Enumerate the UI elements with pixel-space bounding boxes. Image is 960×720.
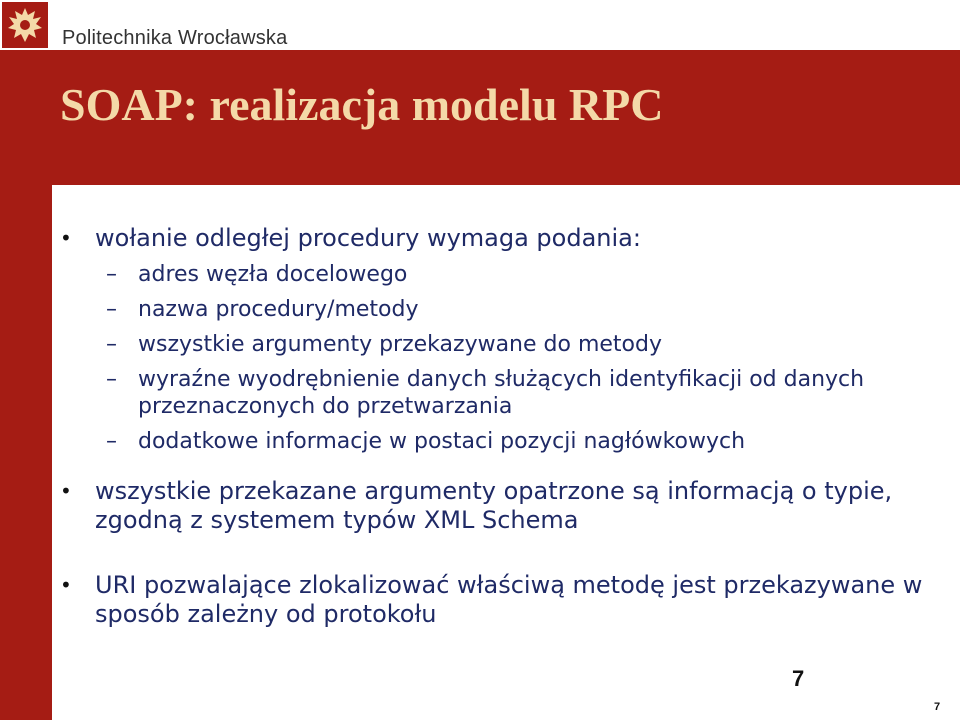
dash-mark: – [106,297,117,322]
slide-number: 7 [792,666,805,691]
sub-item-text: nazwa procedury/metody [138,297,419,322]
page-number: 7 [934,701,941,713]
header [0,0,960,50]
sub-item [60,428,940,455]
dash-mark: – [106,429,117,454]
eagle-crest-icon [2,2,48,48]
bullet-mark: • [60,573,72,597]
dash-mark: – [106,332,117,357]
bullet-item [60,571,940,629]
sub-item [60,366,940,420]
bullet-text: wszystkie przekazane argumenty opatrzone są informacją o typie, zgodną z systemem typów XML Schema [95,477,893,534]
slide-title: SOAP: realizacja modelu RPC [60,79,664,130]
sub-item [60,331,940,358]
bullet-text: URI pozwalające zlokalizować właściwą metodę jest przekazywane w sposób zależny od protokołu [95,571,923,628]
left-accent-bar [0,50,52,720]
org-name: Politechnika Wrocławska [62,27,288,49]
bullet-item [60,224,940,253]
sub-item-text: wszystkie argumenty przekazywane do metody [138,332,662,357]
sub-item-text: dodatkowe informacje w postaci pozycji nagłówkowych [138,429,746,454]
sub-item-text: adres węzła docelowego [138,262,408,287]
sub-item [60,296,940,323]
bullet-mark: • [60,479,72,503]
dash-mark: – [106,367,117,392]
sub-item [60,261,940,288]
dash-mark: – [106,262,117,287]
bullet-text: wołanie odległej procedury wymaga podania: [95,224,641,252]
sub-item-text: wyraźne wyodrębnienie danych służących identyfikacji od danych przeznaczonych do przetwarzania [138,367,865,419]
title-band [52,50,960,185]
bullet-mark: • [60,226,72,250]
slide-content [60,224,940,629]
bullet-item [60,477,940,535]
